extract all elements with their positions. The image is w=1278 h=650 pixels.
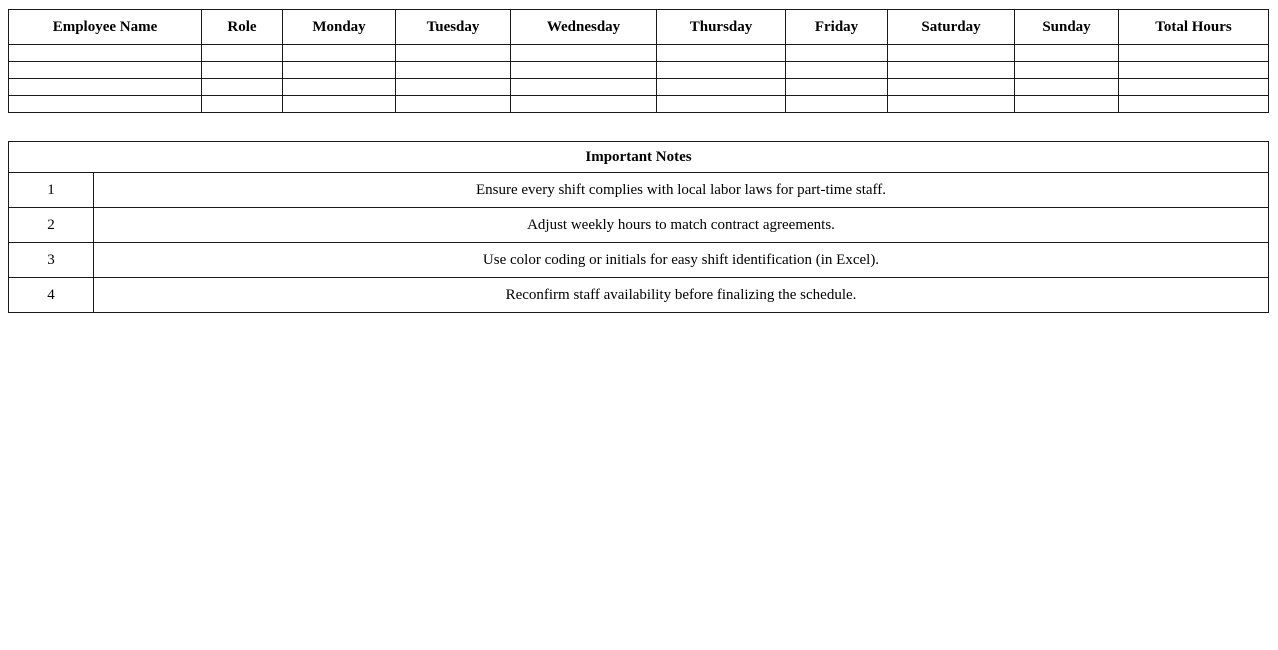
empty-cell — [9, 62, 202, 79]
empty-cell — [283, 62, 396, 79]
empty-cell — [1119, 62, 1269, 79]
note-row — [9, 208, 1269, 243]
empty-cell — [1015, 79, 1119, 96]
note-number: 3 — [9, 243, 94, 278]
schedule-empty-row — [9, 96, 1269, 113]
note-text: Ensure every shift complies with local labor laws for part-time staff. — [94, 173, 1269, 208]
empty-cell — [396, 79, 511, 96]
empty-cell — [396, 45, 511, 62]
column-header-employee-name: Employee Name — [9, 10, 202, 45]
note-text: Adjust weekly hours to match contract agreements. — [94, 208, 1269, 243]
column-header-friday: Friday — [786, 10, 888, 45]
empty-cell — [283, 79, 396, 96]
note-text: Reconfirm staff availability before finalizing the schedule. — [94, 278, 1269, 313]
empty-cell — [9, 79, 202, 96]
empty-cell — [202, 96, 283, 113]
note-number: 2 — [9, 208, 94, 243]
empty-cell — [396, 62, 511, 79]
empty-cell — [9, 45, 202, 62]
empty-cell — [786, 45, 888, 62]
empty-cell — [888, 62, 1015, 79]
column-header-role: Role — [202, 10, 283, 45]
empty-cell — [202, 45, 283, 62]
empty-cell — [1119, 79, 1269, 96]
empty-cell — [888, 79, 1015, 96]
schedule-empty-row — [9, 62, 1269, 79]
empty-cell — [1119, 96, 1269, 113]
column-header-saturday: Saturday — [888, 10, 1015, 45]
empty-cell — [283, 45, 396, 62]
note-row — [9, 173, 1269, 208]
note-number: 1 — [9, 173, 94, 208]
empty-cell — [657, 45, 786, 62]
empty-cell — [511, 96, 657, 113]
empty-cell — [786, 79, 888, 96]
empty-cell — [657, 96, 786, 113]
column-header-tuesday: Tuesday — [396, 10, 511, 45]
empty-cell — [1119, 45, 1269, 62]
empty-cell — [786, 96, 888, 113]
notes-title: Important Notes — [9, 142, 1269, 173]
empty-cell — [396, 96, 511, 113]
column-header-sunday: Sunday — [1015, 10, 1119, 45]
note-number: 4 — [9, 278, 94, 313]
schedule-header-row — [9, 10, 1269, 45]
note-row — [9, 278, 1269, 313]
column-header-wednesday: Wednesday — [511, 10, 657, 45]
note-text: Use color coding or initials for easy shift identification (in Excel). — [94, 243, 1269, 278]
empty-cell — [1015, 62, 1119, 79]
empty-cell — [786, 62, 888, 79]
empty-cell — [202, 62, 283, 79]
column-header-total-hours: Total Hours — [1119, 10, 1269, 45]
empty-cell — [657, 79, 786, 96]
column-header-thursday: Thursday — [657, 10, 786, 45]
empty-cell — [283, 96, 396, 113]
empty-cell — [511, 79, 657, 96]
empty-cell — [202, 79, 283, 96]
schedule-empty-row — [9, 45, 1269, 62]
empty-cell — [9, 96, 202, 113]
schedule-table — [8, 9, 1269, 113]
empty-cell — [1015, 96, 1119, 113]
empty-cell — [1015, 45, 1119, 62]
empty-cell — [888, 45, 1015, 62]
empty-cell — [888, 96, 1015, 113]
column-header-monday: Monday — [283, 10, 396, 45]
empty-cell — [511, 62, 657, 79]
note-row — [9, 243, 1269, 278]
empty-cell — [657, 62, 786, 79]
important-notes-table — [8, 141, 1269, 313]
empty-cell — [511, 45, 657, 62]
notes-title-row — [9, 142, 1269, 173]
schedule-empty-row — [9, 79, 1269, 96]
